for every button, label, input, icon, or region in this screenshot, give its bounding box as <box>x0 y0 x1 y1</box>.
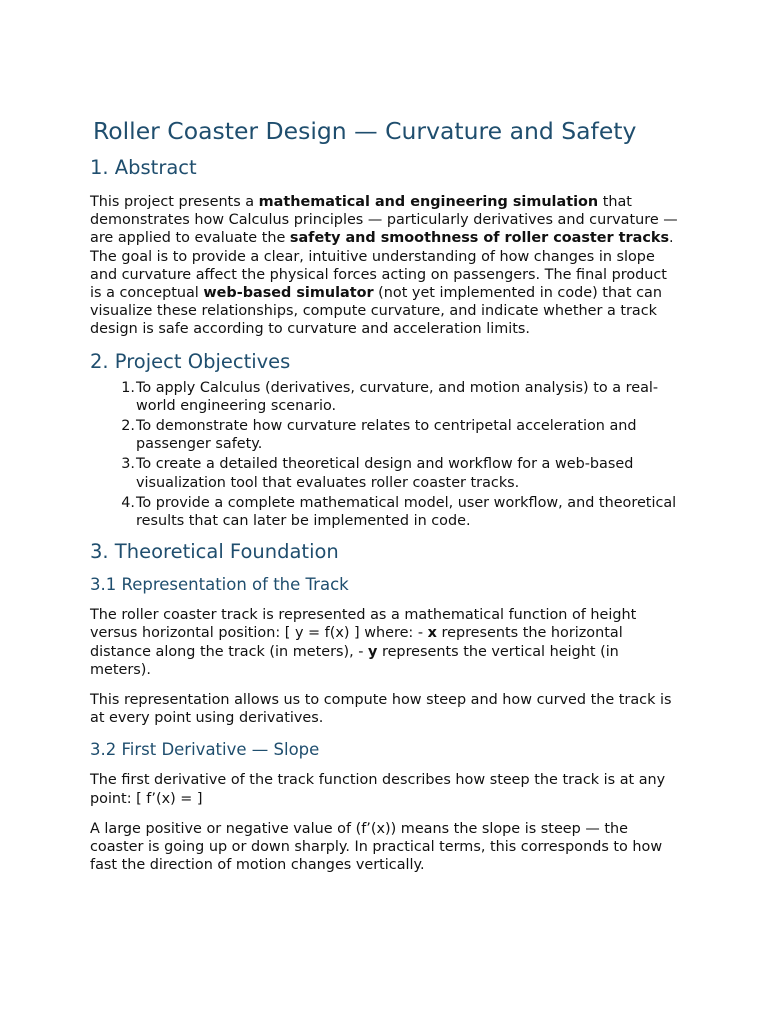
abstract-text-1: This project presents a <box>90 194 259 210</box>
representation-paragraph: This representation allows us to compute how steep and how curved the track is at every point using derivatives. <box>90 692 672 727</box>
objective-text: To create a detailed theoretical design and workflow for a web-based visualization tool that evaluates roller coaster tracks. <box>136 456 634 491</box>
abstract-text-3: . The goal is to provide a clear, intuitive understanding of how changes in slope and curvature affect the physical forces acting on passengers. The final product is a conceptual <box>90 230 674 302</box>
abstract-paragraph <box>90 193 680 339</box>
section-3-1-heading: 3.1 Representation of the Track <box>90 575 349 595</box>
objective-number: 2. <box>121 418 135 435</box>
track-bold-y: y <box>368 643 378 660</box>
abstract-bold-3: web-based simulator <box>203 285 374 302</box>
objective-item <box>90 455 680 491</box>
track-text-1: The roller coaster track is represented as a mathematical function of height versus horizontal position: [ y = f(x) ] where: - <box>90 607 637 642</box>
abstract-text-4: (not yet implemented in code) that can visualize these relationships, compute curvature, and indicate whether a track design is safe according to curvature and acceleration limits. <box>90 285 662 338</box>
first-derivative-paragraph: The first derivative of the track function describes how steep the track is at any point: [ f’(x) = ] <box>90 772 666 807</box>
abstract-bold-2: safety and smoothness of roller coaster tracks <box>289 230 670 247</box>
document-content <box>90 114 680 874</box>
track-text-2: represents the horizontal distance along the track (in meters), - <box>90 625 623 660</box>
abstract-bold-1: mathematical and engineering simulation <box>258 194 599 210</box>
objective-text: To demonstrate how curvature relates to centripetal acceleration and passenger safety. <box>136 418 637 453</box>
theory-heading: 3. Theoretical Foundation <box>90 540 339 564</box>
objective-item <box>90 494 680 530</box>
objective-number: 4. <box>121 494 135 511</box>
objective-number: 1. <box>121 379 135 396</box>
objective-item <box>90 417 680 453</box>
slope-meaning-paragraph: A large positive or negative value of (f’(x)) means the slope is steep — the coaster is going up or down sharply. In practical terms, this corresponds to how fast the direction of motion changes vertically. <box>90 820 663 874</box>
abstract-text-2: that demonstrates how Calculus principles — particularly derivatives and curvature — are applied to evaluate the <box>90 194 678 247</box>
objective-number: 3. <box>121 456 135 473</box>
track-representation-paragraph <box>90 606 680 679</box>
objective-text: To apply Calculus (derivatives, curvature, and motion analysis) to a real-world engineering scenario. <box>136 379 659 414</box>
objectives-heading: 2. Project Objectives <box>90 349 291 373</box>
section-3-2-heading: 3.2 First Derivative — Slope <box>90 740 320 760</box>
objective-item <box>90 379 680 415</box>
objective-text: To provide a complete mathematical model, user workflow, and theoretical results that can later be implemented in code. <box>136 494 677 530</box>
track-text-3: represents the vertical height (in meters). <box>90 643 619 678</box>
abstract-heading: 1. Abstract <box>90 156 197 179</box>
objectives-list <box>90 379 680 531</box>
document-title: Roller Coaster Design — Curvature and Safety <box>93 117 637 145</box>
track-bold-x: x <box>427 625 437 642</box>
